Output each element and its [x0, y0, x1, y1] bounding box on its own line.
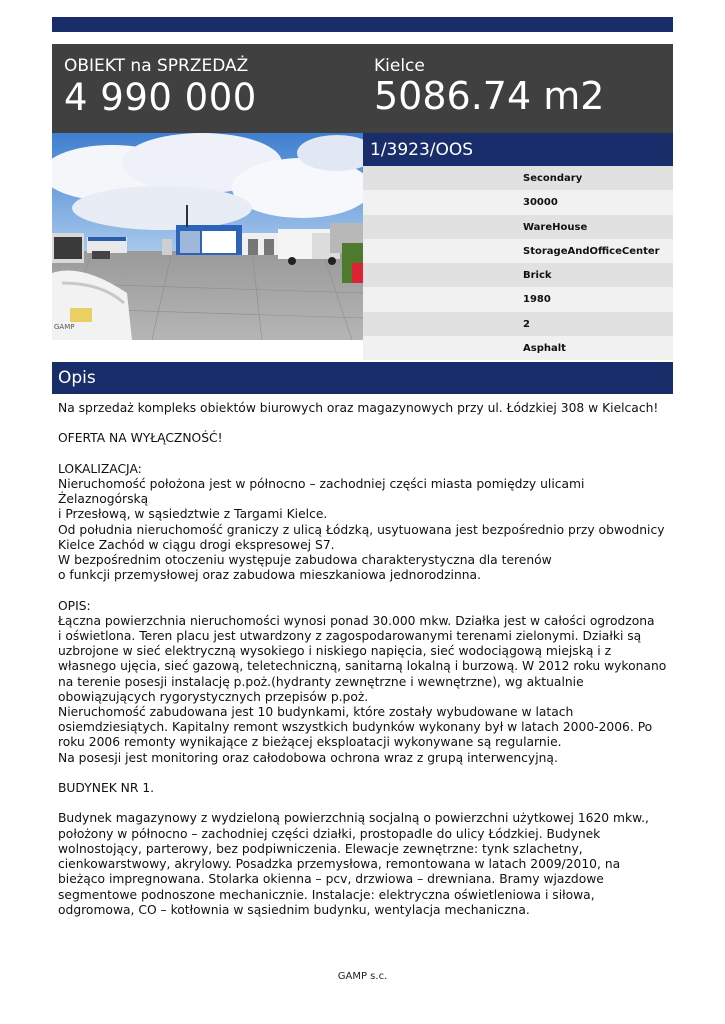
detail-value: 1980 — [523, 294, 551, 306]
description-text: Na sprzedaż kompleks obiektów biurowych oraz magazynowych przy ul. Łódzkiej 308 w Kielcach! OFERTA NA WYŁĄCZNOŚĆ! LOKALIZACJA: Nieruchomość położona jest w północno – zachodniej części miasta pomiędzy ulicami Żelaznogórską i Przesłową, w sąsiedztwie z Targami Kielce. Od południa nieruchomość graniczy z ulicą Łódzką, usytuowana jest bezpośrednio przy obwodnicy Kielce Zachód w ciągu drogi ekspresowej S7. W bezpośrednim otoczeniu występuje zabudowa charakterystyczna dla terenów o funkcji przemysłowej oraz zabudowa mieszkaniowa jednorodzinna. OPIS: Łączna powierzchnia nieruchomości wynosi ponad 30.000 mkw. Działka jest w całości ogrodzona i oświetlona. Teren placu jest utwardzony z zagospodarowanymi terenami zielonymi. Działki są uzbrojone w sieć elektryczną wysokiego i niskiego napięcia, sieć wodociągową miejską i z własnego ujęcia, sieć gazową, teletechniczną, sanitarną lokalną i burzową. W 2012 roku wykonano na terenie posesji instalację p.poż.(hydranty zewnętrzne i wewnętrzne), wg aktualnie obowiązujących rygorystycznych przepisów p.poż. Nieruchomość zabudowana jest 10 budynkami, które zostały wybudowane w latach osiemdziesiątych. Kapitalny remont wszystkich budynków wykonany był w latach 2000-2006. Po roku 2006 remonty wynikające z bieżącej eksploatacji wykonywane są regularnie. Na posesji jest monitoring oraz całodobowa ochrona wraz z grupą interwencyjną. BUDYNEK NR 1. Budynek magazynowy z wydzieloną powierzchnią socjalną o powierzchni użytkowej 1620 mkw., położony w północno – zachodniej części działki, prostopadle do ulicy Łódzkiej. Budynek wolnostojący, parterowy, bez podpiwniczenia. Elewacje zewnętrzne: tynk szlachetny, cienkowarstwowy, akrylowy. Posadzka przemysłowa, remontowana w latach 2009/2010, na bieżąco impregnowana. Stolarka okienna – pcv, drzwiowa – drewniana. Bramy wjazdowe segmentowe podnoszone mechanicznie. Instalacje: elektryczna oświetleniowa i siłowa, odgromowa, CO – kotłownia w sąsiednim budynku, wentylacja mechaniczna. — [58, 401, 667, 917]
description-heading: Opis — [58, 368, 96, 388]
detail-row — [363, 239, 673, 263]
detail-row — [363, 215, 673, 239]
property-photo — [52, 133, 363, 340]
header-right — [374, 56, 604, 118]
detail-value: Brick — [523, 270, 552, 281]
listing-header — [52, 44, 673, 133]
photo-watermark: GAMP — [54, 323, 75, 331]
price: 4 990 000 — [64, 76, 257, 119]
footer-company: GAMP s.c. — [337, 971, 388, 982]
city: Kielce — [374, 56, 425, 76]
detail-value: StorageAndOfficeCenter — [523, 245, 660, 257]
detail-value: Asphalt — [523, 342, 566, 354]
detail-value: Secondary — [523, 173, 583, 184]
detail-row — [363, 287, 673, 311]
reference-number: 1/3923/OOS — [370, 140, 474, 160]
area: 5086.74 m2 — [374, 74, 605, 118]
detail-value: 2 — [523, 318, 530, 330]
detail-row — [363, 190, 673, 214]
reference-bar — [363, 133, 673, 166]
detail-row — [363, 263, 673, 287]
detail-value: 30000 — [523, 197, 558, 209]
detail-value: WareHouse — [523, 221, 588, 233]
details-table — [363, 166, 673, 360]
detail-row — [363, 336, 673, 360]
top-accent-bar — [52, 17, 673, 32]
detail-row — [363, 166, 673, 190]
description-heading-bar — [52, 362, 673, 394]
header-left — [64, 56, 257, 120]
detail-row — [363, 312, 673, 336]
description-body — [58, 401, 670, 918]
listing-type-label: OBIEKT na SPRZEDAŻ — [64, 56, 249, 76]
